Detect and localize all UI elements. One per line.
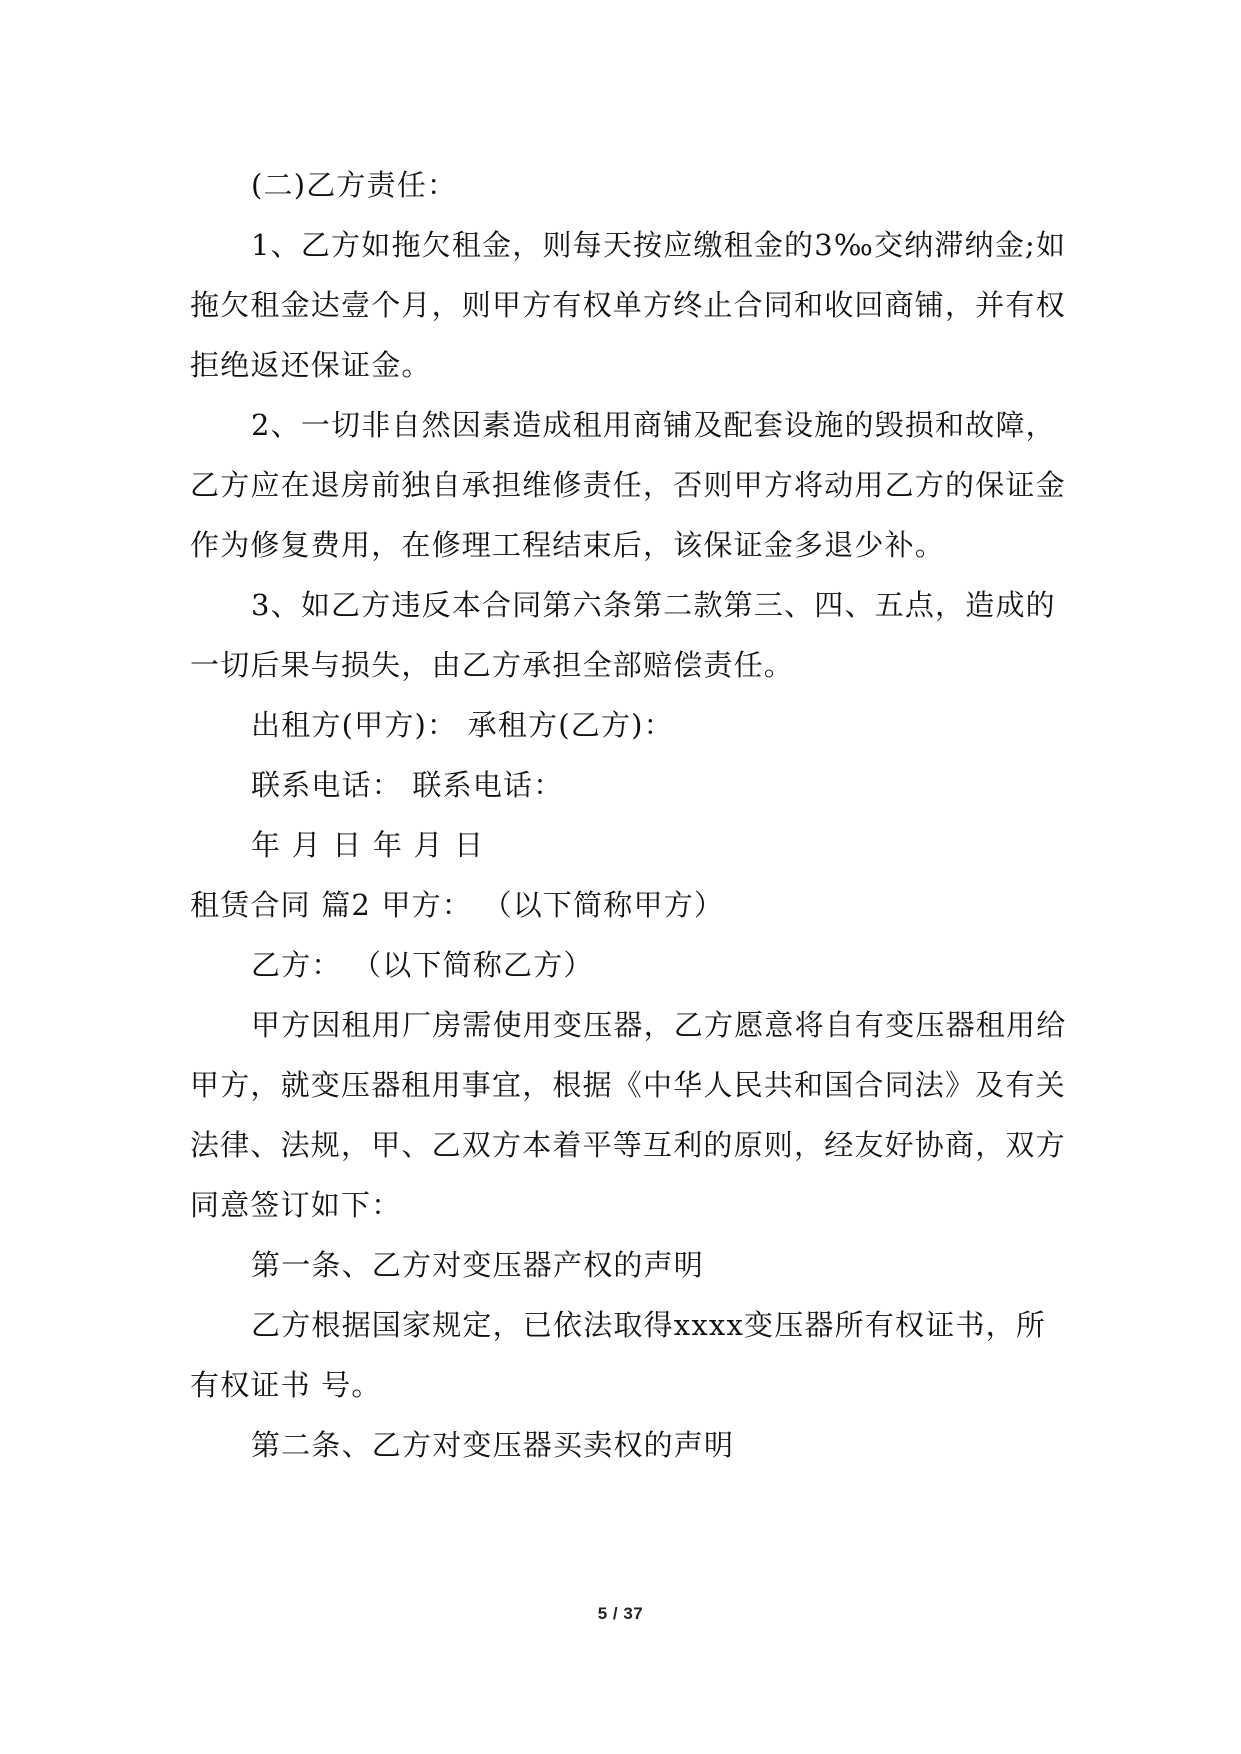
paragraph: 第二条、乙方对变压器买卖权的声明 <box>251 1428 735 1462</box>
paragraph: 年 月 日 年 月 日 <box>251 828 485 862</box>
page-number: 5 / 37 <box>597 1604 644 1623</box>
paragraph: (二)乙方责任： <box>251 168 458 202</box>
paragraph: 甲方因租用厂房需使用变压器，乙方愿意将自有变压器租用给甲方，就变压器租用事宜，根据《中华人民共和国合同法》及有关法律、法规，甲、乙双方本着平等互利的原则，经友好协商，双方同意签订如下： <box>190 1008 1067 1222</box>
document-body <box>190 155 1070 1475</box>
paragraph: 出租方(甲方)： 承租方(乙方)： <box>251 708 674 742</box>
paragraph: 1、乙方如拖欠租金，则每天按应缴租金的3‰交纳滞纳金;如拖欠租金达壹个月，则甲方有权单方终止合同和收回商铺，并有权拒绝返还保证金。 <box>190 228 1067 382</box>
paragraph: 联系电话： 联系电话： <box>251 768 564 802</box>
paragraph: 乙方： （以下简称乙方） <box>251 948 594 982</box>
paragraph: 第一条、乙方对变压器产权的声明 <box>251 1248 705 1282</box>
paragraph: 乙方根据国家规定，已依法取得xxxx变压器所有权证书，所有权证书 号。 <box>190 1308 1047 1402</box>
paragraph: 3、如乙方违反本合同第六条第二款第三、四、五点，造成的一切后果与损失，由乙方承担全部赔偿责任。 <box>190 588 1056 682</box>
paragraph: 2、一切非自然因素造成租用商铺及配套设施的毁损和故障，乙方应在退房前独自承担维修责任，否则甲方将动用乙方的保证金作为修复费用，在修理工程结束后，该保证金多退少补。 <box>190 408 1066 562</box>
section-heading: 租赁合同 篇2 甲方： （以下简称甲方） <box>190 888 725 922</box>
